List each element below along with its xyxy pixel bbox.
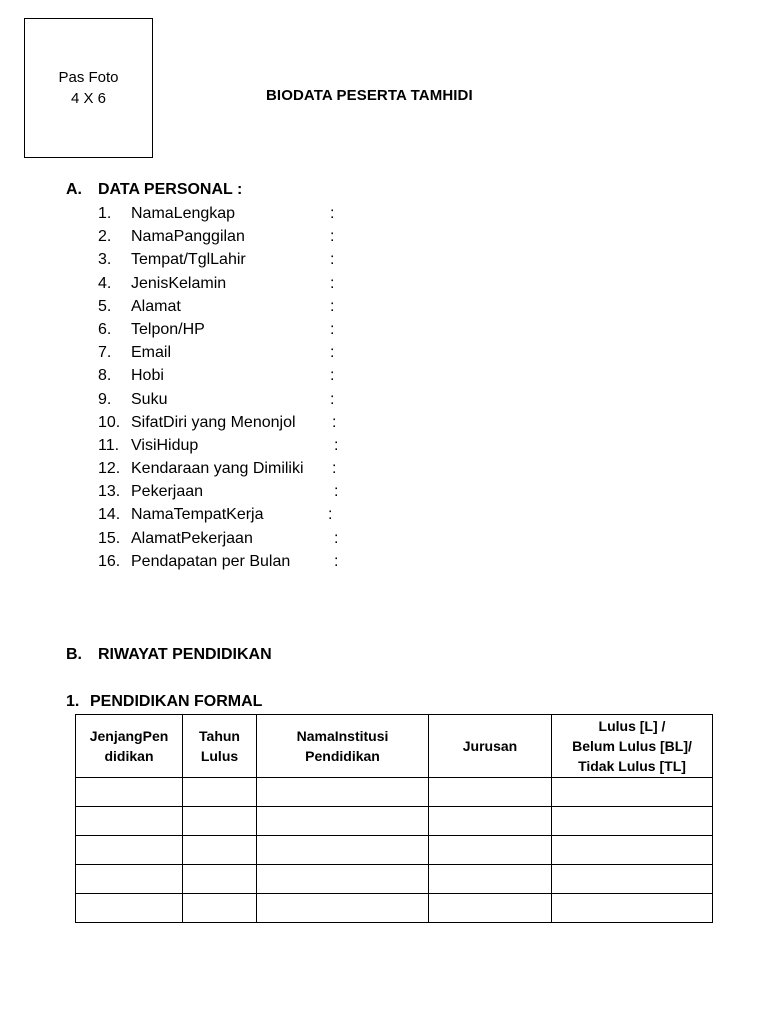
table-cell[interactable]	[76, 778, 183, 807]
personal-data-list	[98, 204, 339, 575]
header-line: Tidak Lulus [TL]	[578, 758, 686, 774]
table-cell[interactable]	[257, 778, 429, 807]
item-number: 12.	[98, 460, 121, 478]
section-b-heading	[66, 646, 272, 664]
item-number: 3.	[98, 251, 112, 269]
education-level-header	[76, 715, 183, 778]
table-cell[interactable]	[429, 836, 552, 865]
table-cell[interactable]	[552, 894, 713, 923]
header-line: Lulus	[200, 748, 239, 764]
personal-data-item	[98, 436, 339, 459]
item-number: 13.	[98, 483, 121, 501]
section-b-title: RIWAYAT PENDIDIKAN	[98, 646, 272, 663]
section-a-title: DATA PERSONAL :	[98, 181, 243, 198]
field-colon: :	[330, 274, 335, 292]
personal-data-item	[98, 459, 337, 482]
subsection-title: PENDIDIKAN FORMAL	[90, 693, 263, 710]
personal-data-item	[98, 390, 335, 413]
personal-data-item	[98, 529, 339, 552]
item-number: 6.	[98, 320, 112, 338]
table-row	[76, 894, 713, 923]
field-label: NamaLengkap	[131, 205, 236, 222]
field-label: JenisKelamin	[131, 274, 227, 292]
table-cell[interactable]	[429, 865, 552, 894]
item-number: 2.	[98, 228, 112, 246]
field-label: Hobi	[131, 367, 164, 385]
field-colon: :	[330, 205, 335, 222]
institution-name-header	[257, 715, 429, 778]
table-cell[interactable]	[76, 836, 183, 865]
field-label: VisiHidup	[131, 436, 199, 454]
field-label: Alamat	[131, 297, 181, 315]
field-label: NamaTempatKerja	[131, 506, 264, 524]
field-colon: :	[330, 251, 335, 269]
item-number: 14.	[98, 506, 121, 524]
field-colon: :	[330, 390, 335, 408]
document-title: BIODATA PESERTA TAMHIDI	[266, 87, 473, 104]
item-number: 11.	[98, 436, 120, 454]
major-header	[429, 715, 552, 778]
table-cell[interactable]	[183, 894, 257, 923]
section-b-letter: B.	[66, 646, 82, 663]
item-number: 10.	[98, 413, 121, 431]
table-cell[interactable]	[76, 894, 183, 923]
table-cell[interactable]	[552, 807, 713, 836]
section-a-letter: A.	[66, 181, 82, 198]
header-line: Jurusan	[462, 738, 518, 754]
formal-education-heading	[66, 693, 262, 711]
personal-data-item	[98, 204, 335, 227]
header-line: Belum Lulus [BL]/	[572, 738, 692, 754]
item-number: 15.	[98, 529, 121, 547]
field-colon: :	[330, 344, 335, 362]
field-label: Tempat/TglLahir	[131, 251, 246, 269]
personal-data-item	[98, 250, 335, 273]
field-label: Suku	[131, 390, 168, 408]
item-number: 9.	[98, 390, 112, 408]
table-row	[76, 836, 713, 865]
photo-size-label: 4 X 6	[70, 90, 107, 107]
personal-data-item	[98, 552, 339, 575]
header-line: JenjangPen	[89, 728, 169, 744]
field-label: NamaPanggilan	[131, 228, 245, 246]
field-colon: :	[330, 320, 335, 338]
field-colon: :	[334, 436, 339, 454]
subsection-number: 1.	[66, 693, 80, 710]
item-number: 8.	[98, 367, 112, 385]
field-colon: :	[332, 413, 337, 431]
field-label: Telpon/HP	[131, 320, 205, 338]
field-label: AlamatPekerjaan	[131, 529, 253, 547]
table-cell[interactable]	[552, 778, 713, 807]
personal-data-item	[98, 366, 335, 389]
personal-data-item	[98, 482, 339, 505]
personal-data-item	[98, 320, 335, 343]
personal-data-item	[98, 343, 335, 366]
personal-data-item	[98, 505, 333, 528]
table-cell[interactable]	[257, 807, 429, 836]
table-row	[76, 807, 713, 836]
table-cell[interactable]	[183, 807, 257, 836]
field-colon: :	[334, 552, 339, 570]
table-cell[interactable]	[76, 865, 183, 894]
table-cell[interactable]	[552, 836, 713, 865]
field-colon: :	[330, 228, 335, 246]
table-cell[interactable]	[183, 836, 257, 865]
field-colon: :	[334, 483, 339, 501]
graduation-year-header	[183, 715, 257, 778]
table-cell[interactable]	[257, 836, 429, 865]
table-cell[interactable]	[76, 807, 183, 836]
field-label: Kendaraan yang Dimiliki	[131, 460, 304, 478]
field-colon: :	[332, 460, 337, 478]
field-label: Pendapatan per Bulan	[131, 552, 291, 570]
table-cell[interactable]	[552, 865, 713, 894]
field-label: Pekerjaan	[131, 483, 204, 501]
field-colon: :	[334, 529, 339, 547]
header-line: didikan	[104, 748, 154, 764]
table-cell[interactable]	[257, 865, 429, 894]
item-number: 4.	[98, 274, 112, 292]
formal-education-table	[75, 714, 713, 923]
table-cell[interactable]	[257, 894, 429, 923]
table-cell[interactable]	[429, 778, 552, 807]
field-label: Email	[131, 344, 172, 362]
table-cell[interactable]	[183, 865, 257, 894]
graduation-status-header	[552, 715, 713, 778]
table-cell[interactable]	[429, 807, 552, 836]
photo-placeholder-label: Pas Foto	[58, 69, 119, 86]
personal-data-item	[98, 413, 337, 436]
personal-data-item	[98, 297, 335, 320]
item-number: 16.	[98, 552, 121, 570]
field-colon: :	[330, 367, 335, 385]
header-line: Pendidikan	[305, 748, 380, 764]
photo-placeholder-box	[24, 18, 153, 158]
field-label: SifatDiri yang Menonjol	[131, 413, 296, 431]
item-number: 7.	[98, 344, 112, 362]
table-cell[interactable]	[429, 894, 552, 923]
table-cell[interactable]	[183, 778, 257, 807]
table-body	[76, 778, 713, 923]
personal-data-item	[98, 227, 335, 250]
table-header-row	[76, 715, 713, 778]
section-a-heading	[66, 181, 242, 199]
table-row	[76, 865, 713, 894]
header-line: NamaInstitusi	[296, 728, 389, 744]
personal-data-item	[98, 274, 335, 297]
header-line: Tahun	[199, 728, 240, 744]
item-number: 5.	[98, 297, 112, 315]
field-colon: :	[328, 506, 333, 524]
item-number: 1.	[98, 205, 112, 222]
table-row	[76, 778, 713, 807]
header-line: Lulus [L] /	[598, 718, 666, 734]
field-colon: :	[330, 297, 335, 315]
